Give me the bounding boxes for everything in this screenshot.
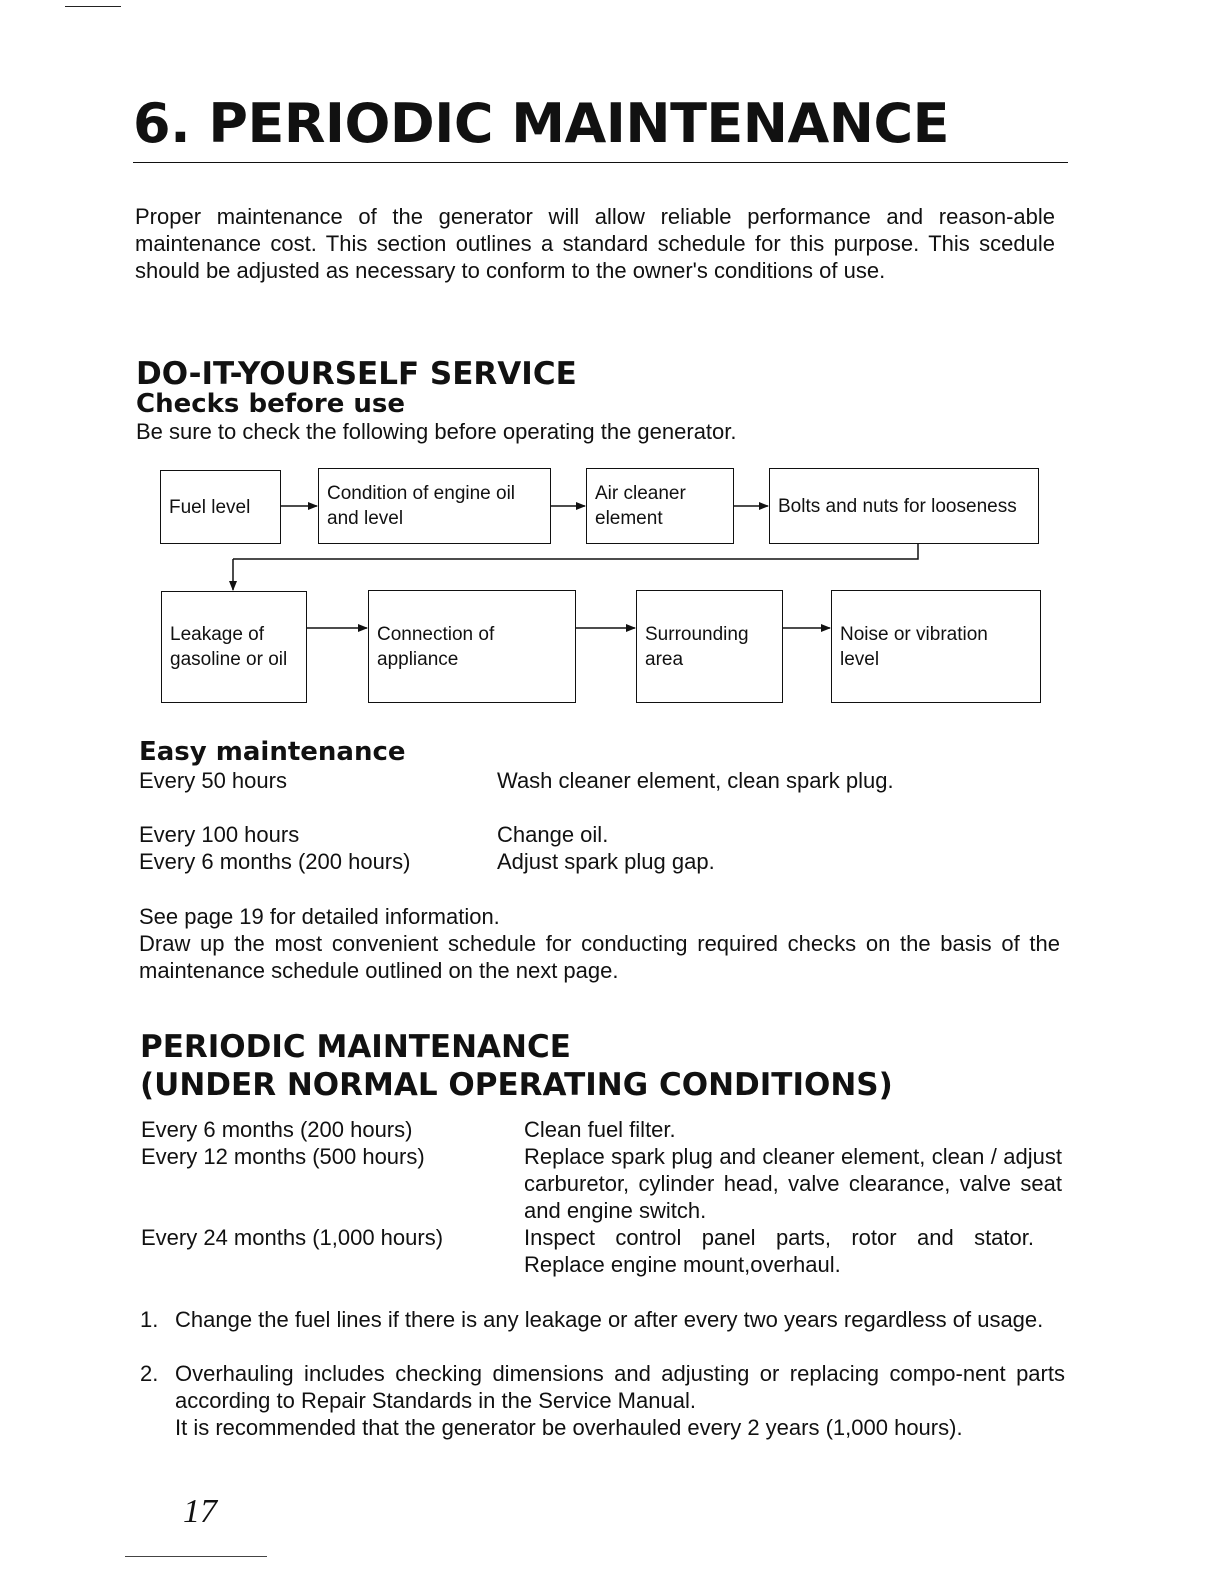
easy-interval: Every 6 months (200 hours) [139,849,411,874]
easy-heading: Easy maintenance [139,737,406,767]
periodic-heading: PERIODIC MAINTENANCE [140,1029,571,1065]
periodic-task: Clean fuel filter. [524,1117,676,1142]
note-item [140,1360,1065,1441]
bottom-edge-rule [125,1556,267,1557]
flow-arrows [0,0,1224,760]
flow-box-fuel-level: Fuel level [160,470,281,544]
periodic-interval: Every 6 months (200 hours) [141,1117,413,1142]
periodic-task: Replace spark plug and cleaner element, clean / adjust carburetor, cylinder head, valve clearance, valve seat and engine switch. [524,1144,1062,1223]
easy-task: Change oil. [497,822,609,847]
note-number: 1. [140,1307,159,1332]
schedule-advice: Draw up the most convenient schedule for conducting required checks on the basis of the maintenance schedule outlined on the next page. [139,931,1060,983]
periodic-subheading: (UNDER NORMAL OPERATING CONDITIONS) [140,1067,893,1103]
see-page-note: See page 19 for detailed information. [139,904,500,929]
flow-box-surrounding: Surrounding area [636,590,783,703]
page-title: 6. PERIODIC MAINTENANCE [133,92,950,155]
periodic-task: Inspect control panel parts, rotor and stator. Replace engine mount,overhaul. [524,1225,1034,1277]
flow-box-leakage: Leakage of gasoline or oil [161,591,307,703]
connector-row-wrap [233,544,918,559]
note-text: Overhauling includes checking dimensions and adjusting or replacing compo-nent parts according to Repair Standards in the Service Manual. [175,1361,1065,1413]
easy-task: Wash cleaner element, clean spark plug. [497,768,894,793]
easy-interval: Every 50 hours [139,768,287,793]
note-item [140,1306,1065,1333]
intro-paragraph: Proper maintenance of the generator will allow reliable performance and reason-able maintenance cost. This section outlines a standard schedule for this purpose. This scedule should be adjusted as necessary to conform to the owner's conditions of use. [135,204,1055,283]
checks-intro: Be sure to check the following before operating the generator. [136,419,737,444]
flow-box-engine-oil: Condition of engine oil and level [318,468,551,544]
easy-task: Adjust spark plug gap. [497,849,715,874]
note-text: Change the fuel lines if there is any leakage or after every two years regardless of usage. [175,1307,1044,1332]
checks-heading: Checks before use [136,389,406,419]
page-number: 17 [183,1493,217,1530]
periodic-interval: Every 12 months (500 hours) [141,1144,425,1169]
flow-box-air-cleaner: Air cleaner element [586,468,734,544]
periodic-interval: Every 24 months (1,000 hours) [141,1225,444,1250]
note-number: 2. [140,1361,159,1386]
flow-box-noise: Noise or vibration level [831,590,1041,703]
flow-box-connection: Connection of appliance [368,590,576,703]
note-text-extra: It is recommended that the generator be overhauled every 2 years (1,000 hours). [175,1415,963,1440]
diy-heading: DO-IT-YOURSELF SERVICE [136,356,577,392]
flow-box-bolts-nuts: Bolts and nuts for looseness [769,468,1039,544]
easy-interval: Every 100 hours [139,822,300,847]
